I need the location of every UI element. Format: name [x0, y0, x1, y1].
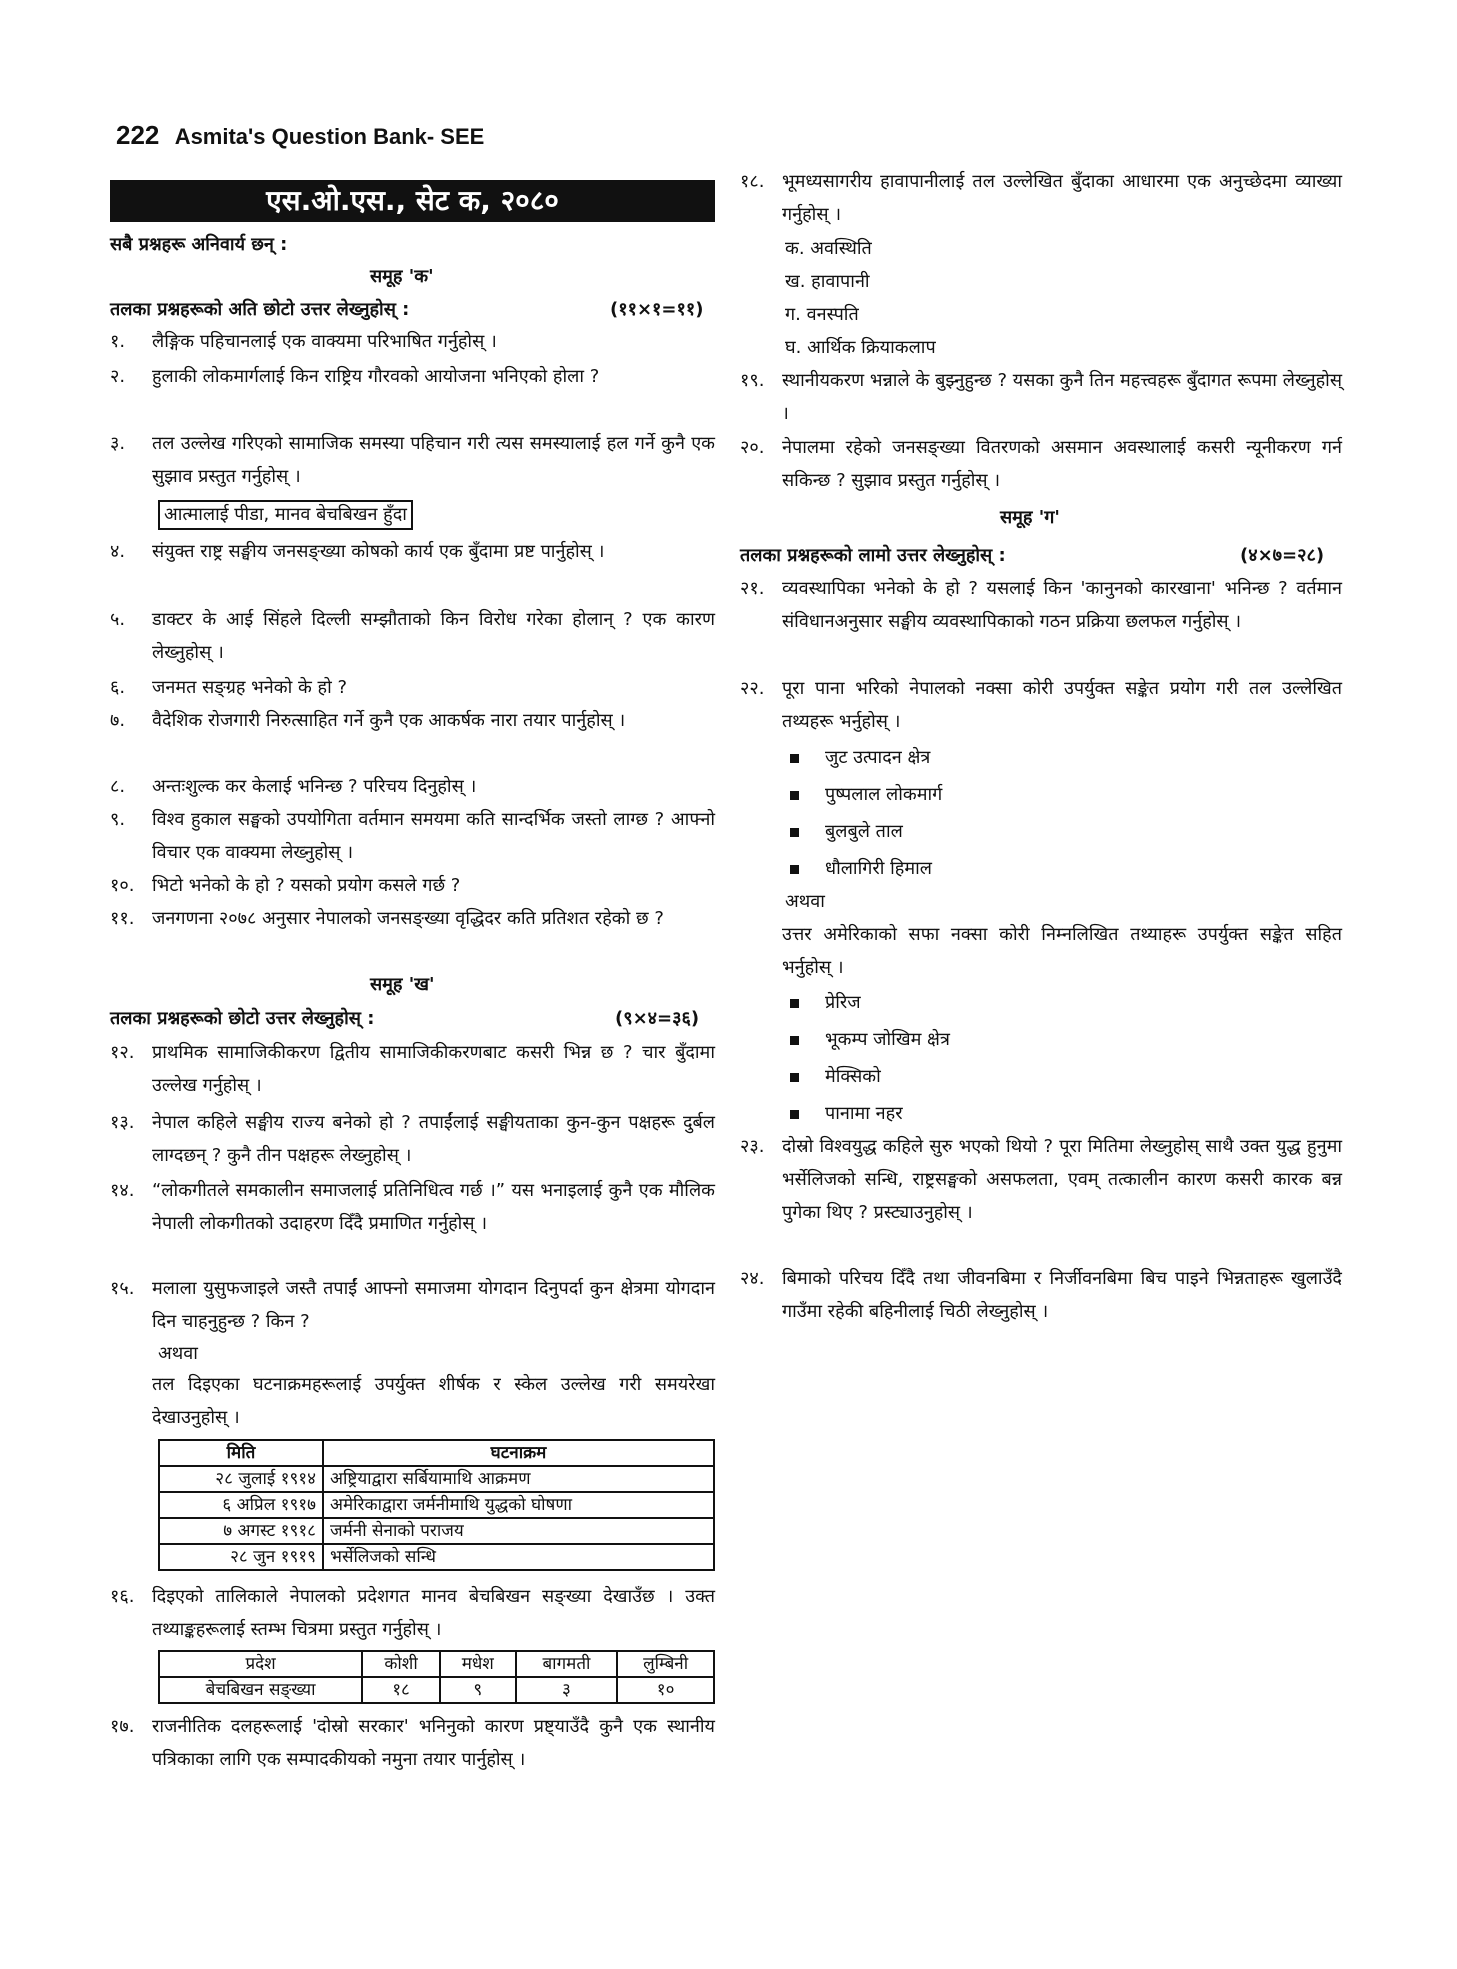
q-text: व्यवस्थापिका भनेको के हो ? यसलाई किन 'कानुनको कारखाना' भनिन्छ ? वर्तमान संविधानअनुसार सङ्घीय व्यवस्थापिकाको गठन प्रक्रिया छलफल गर्नुहोस् ।: [782, 578, 1342, 632]
q-number: २३.: [740, 1136, 765, 1157]
q-number: २२.: [740, 678, 765, 699]
q-text: राजनीतिक दलहरूलाई 'दोस्रो सरकार' भनिनुको कारण प्रष्ट्याउँदै कुनै एक स्थानीय पत्रिकाका लागि एक सम्पादकीयको नमुना तयार पार्नुहोस् ।: [152, 1716, 715, 1770]
question-7: [110, 704, 715, 770]
cell-event: भर्सेलिजको सन्धि: [323, 1544, 714, 1570]
bullet-text: भूकम्प जोखिम क्षेत्र: [825, 1029, 950, 1050]
q-number: १३.: [110, 1112, 135, 1133]
question-16: [110, 1580, 715, 1646]
q-text: हुलाकी लोकमार्गलाई किन राष्ट्रिय गौरवको आयोजना भनिएको होला ?: [152, 366, 600, 387]
bullet-text: जुट उत्पादन क्षेत्र: [825, 747, 931, 768]
q-number: ३.: [110, 433, 126, 454]
table-row: [159, 1544, 714, 1570]
group-ka-title: समूह 'क': [370, 266, 434, 287]
q-number: ८.: [110, 776, 126, 797]
group-ga-title: समूह 'ग': [1000, 507, 1060, 528]
cell-label: बेचबिखन सङ्ख्या: [159, 1677, 362, 1703]
header-madhesh: मधेश: [440, 1651, 516, 1677]
group-ga-instruction: तलका प्रश्नहरूको लामो उत्तर लेख्नुहोस् :: [740, 545, 1006, 566]
q-number: १८.: [740, 171, 765, 192]
question-15: [110, 1272, 715, 1338]
q-number: २४.: [740, 1268, 765, 1289]
group-ka-marks: (११×१=११): [610, 299, 704, 320]
q-text: उत्तर अमेरिकाको सफा नक्सा कोरी निम्नलिखित तथ्याहरू उपर्युक्त सङ्केत सहित भर्नुहोस् ।: [782, 924, 1342, 978]
q-text: दिइएको तालिकाले नेपालको प्रदेशगत मानव बेचबिखन सङ्ख्या देखाउँछ । उक्त तथ्याङ्कहरूलाई स्तम्भ चित्रमा प्रस्तुत गर्नुहोस् ।: [152, 1586, 715, 1640]
table-row: [159, 1677, 714, 1703]
q22-alt-bullet-1: [790, 990, 861, 1014]
bullet-text: प्रेरिज: [825, 992, 861, 1013]
timeline-table: [158, 1439, 715, 1571]
question-6: [110, 671, 715, 704]
question-1: [110, 325, 715, 358]
q-text: बिमाको परिचय दिँदै तथा जीवनबिमा र निर्जीवनबिमा बिच पाइने भिन्नताहरू खुलाउँदै गाउँमा रहेकी बहिनीलाई चिठी लेख्नुहोस् ।: [782, 1268, 1342, 1322]
general-instruction: सबै प्रश्नहरू अनिवार्य छन् :: [110, 234, 288, 255]
trafficking-table: [158, 1650, 715, 1704]
bullet-icon: [790, 754, 799, 763]
question-19: [740, 364, 1342, 430]
q-number: १०.: [110, 875, 135, 896]
q15-or: अथवा: [158, 1343, 198, 1364]
q22-alt-bullet-4: [790, 1101, 903, 1125]
q-text: भूमध्यसागरीय हावापानीलाई तल उल्लेखित बुँदाका आधारमा एक अनुच्छेदमा व्याख्या गर्नुहोस् ।: [782, 171, 1342, 225]
bullet-icon: [790, 1073, 799, 1082]
cell-event: अष्ट्रियाद्वारा सर्बियामाथि आक्रमण: [323, 1466, 714, 1492]
cell-value: १०: [617, 1677, 714, 1703]
question-21: [740, 572, 1342, 671]
cell-value: ३: [516, 1677, 618, 1703]
set-title: एस.ओ.एस., सेट क, २०८०: [110, 180, 715, 222]
q-text: अन्तःशुल्क कर केलाई भनिन्छ ? परिचय दिनुहोस् ।: [152, 776, 477, 797]
header-province: प्रदेश: [159, 1651, 362, 1677]
question-17: [110, 1710, 715, 1809]
question-12: [110, 1036, 715, 1102]
header-date: मिति: [159, 1440, 323, 1466]
q-number: ११.: [110, 908, 135, 929]
q-text: स्थानीयकरण भन्नाले के बुझ्नुहुन्छ ? यसका कुनै तिन महत्त्वहरू बुँदागत रूपमा लेख्नुहोस् ।: [782, 370, 1342, 424]
cell-date: २८ जुलाई १९१४: [159, 1466, 323, 1492]
q-text: नेपाल कहिले सङ्घीय राज्य बनेको हो ? तपाईंलाई सङ्घीयताका कुन-कुन पक्षहरू दुर्बल लाग्दछन् ? कुनै तीन पक्षहरू लेख्नुहोस् ।: [152, 1112, 715, 1166]
q-text: मलाला युसुफजाइले जस्तै तपाईं आफ्नो समाजमा योगदान दिनुपर्दा कुन क्षेत्रमा योगदान दिन चाहनुहुन्छ ? किन ?: [152, 1278, 715, 1332]
bullet-text: बुलबुले ताल: [825, 821, 903, 842]
q-text: दोस्रो विश्वयुद्ध कहिले सुरु भएको थियो ? पूरा मितिमा लेख्नुहोस् साथै उक्त युद्ध हुनुमा भर्सेलिजको सन्धि, राष्ट्रसङ्घको असफलता, एवम् तत्कालीन कारण कसरी कारक बन्न पुगेका थिए ? प्रस्ट्याउनुहोस् ।: [782, 1136, 1342, 1223]
q18-sub-1: क. अवस्थिति: [785, 238, 872, 259]
q-number: २०.: [740, 437, 765, 458]
cell-value: १८: [362, 1677, 440, 1703]
question-20: [740, 431, 1342, 497]
bullet-icon: [790, 1036, 799, 1045]
cell-date: २८ जुन १९१९: [159, 1544, 323, 1570]
header-koshi: कोशी: [362, 1651, 440, 1677]
book-title: Asmita's Question Bank- SEE: [174, 124, 485, 149]
q-text: विश्व हुकाल सङ्घको उपयोगिता वर्तमान समयमा कति सान्दर्भिक जस्तो लाग्छ ? आफ्नो विचार एक वाक्यमा लेख्नुहोस् ।: [152, 809, 715, 863]
q-number: १९.: [740, 370, 765, 391]
q22-bullet-2: [790, 782, 942, 806]
header-lumbini: लुम्बिनी: [617, 1651, 714, 1677]
question-22: [740, 672, 1342, 738]
q22-bullet-3: [790, 819, 903, 843]
group-kha-title: समूह 'ख': [370, 974, 435, 995]
q-text: लैङ्गिक पहिचानलाई एक वाक्यमा परिभाषित गर्नुहोस् ।: [152, 331, 497, 352]
q-number: १.: [110, 331, 126, 352]
q-number: ६.: [110, 677, 126, 698]
q-number: २.: [110, 366, 126, 387]
question-18: [740, 165, 1342, 231]
q-text: पूरा पाना भरिको नेपालको नक्सा कोरी उपर्युक्त सङ्केत प्रयोग गरी तल उल्लेखित तथ्यहरू भर्नुहोस् ।: [782, 678, 1342, 732]
cell-date: ७ अगस्ट १९१८: [159, 1518, 323, 1544]
q-number: १५.: [110, 1278, 135, 1299]
cell-event: जर्मनी सेनाको पराजय: [323, 1518, 714, 1544]
table-header-row: [159, 1440, 714, 1466]
question-2: [110, 360, 715, 426]
q-number: १७.: [110, 1716, 135, 1737]
table-row: [159, 1518, 714, 1544]
q-number: १२.: [110, 1042, 135, 1063]
bullet-icon: [790, 1110, 799, 1119]
q-number: ४.: [110, 541, 126, 562]
group-ka-instruction: तलका प्रश्नहरूको अति छोटो उत्तर लेख्नुहोस् :: [110, 299, 410, 320]
cell-value: ९: [440, 1677, 516, 1703]
q-text: जनगणना २०७८ अनुसार नेपालको जनसङ्ख्या वृद्धिदर कति प्रतिशत रहेको छ ?: [152, 908, 664, 929]
q22-bullet-1: [790, 745, 930, 769]
q-text: वैदेशिक रोजगारी निरुत्साहित गर्ने कुनै एक आकर्षक नारा तयार पार्नुहोस् ।: [152, 710, 626, 731]
question-15-alt: [110, 1368, 715, 1434]
table-header-row: [159, 1651, 714, 1677]
question-11: [110, 902, 715, 968]
q18-sub-3: ग. वनस्पति: [785, 304, 859, 325]
q-number: १४.: [110, 1180, 135, 1201]
page-number: 222: [116, 120, 160, 150]
header-event: घटनाक्रम: [323, 1440, 714, 1466]
question-9: [110, 803, 715, 869]
q22-alt-bullet-3: [790, 1064, 881, 1088]
q-text: भिटो भनेको के हो ? यसको प्रयोग कसले गर्छ ?: [152, 875, 461, 896]
bullet-text: मेक्सिको: [825, 1066, 881, 1087]
q-number: ७.: [110, 710, 126, 731]
question-8: [110, 770, 715, 803]
q-number: ९.: [110, 809, 126, 830]
header-bagmati: बागमती: [516, 1651, 618, 1677]
q-text: तल दिइएका घटनाक्रमहरूलाई उपर्युक्त शीर्षक र स्केल उल्लेख गरी समयरेखा देखाउनुहोस् ।: [152, 1374, 715, 1428]
bullet-icon: [790, 791, 799, 800]
bullet-text: पानामा नहर: [825, 1103, 903, 1124]
question-5: [110, 603, 715, 669]
q-number: ५.: [110, 609, 126, 630]
page-header: [116, 120, 484, 151]
q3-boxed-text: [158, 500, 413, 530]
q-text: डाक्टर के आई सिंहले दिल्ली सम्झौताको किन विरोध गरेका होलान् ? एक कारण लेख्नुहोस् ।: [152, 609, 715, 663]
group-kha-instruction: तलका प्रश्नहरूको छोटो उत्तर लेख्नुहोस् :: [110, 1008, 375, 1029]
q18-sub-4: घ. आर्थिक क्रियाकलाप: [785, 337, 936, 358]
question-23: [740, 1130, 1342, 1262]
q-text: तल उल्लेख गरिएको सामाजिक समस्या पहिचान गरी त्यस समस्यालाई हल गर्ने कुनै एक सुझाव प्रस्तुत गर्नुहोस् ।: [152, 433, 715, 487]
q-text: प्राथमिक सामाजिकीकरण द्वितीय सामाजिकीकरणबाट कसरी भिन्न छ ? चार बुँदामा उल्लेख गर्नुहोस् ।: [152, 1042, 715, 1096]
question-10: [110, 869, 715, 902]
boxed-problem: आत्मालाई पीडा, मानव बेचबिखन हुँदा: [158, 500, 413, 530]
bullet-icon: [790, 865, 799, 874]
group-kha-marks: (९×४=३६): [615, 1008, 700, 1029]
bullet-text: पुष्पलाल लोकमार्ग: [825, 784, 943, 805]
bullet-icon: [790, 828, 799, 837]
q-text: जनमत सङ्ग्रह भनेको के हो ?: [152, 677, 348, 698]
q22-or: अथवा: [785, 891, 825, 912]
q22-alt-bullet-2: [790, 1027, 950, 1051]
question-13: [110, 1106, 715, 1172]
q22-bullet-4: [790, 856, 932, 880]
q-text: संयुक्त राष्ट्र सङ्घीय जनसङ्ख्या कोषको कार्य एक बुँदामा प्रष्ट पार्नुहोस् ।: [152, 541, 605, 562]
q-number: १६.: [110, 1586, 135, 1607]
bullet-text: धौलागिरी हिमाल: [825, 858, 932, 879]
bullet-icon: [790, 999, 799, 1008]
q-number: २१.: [740, 578, 765, 599]
question-22-alt: [740, 918, 1342, 984]
q18-sub-2: ख. हावापानी: [785, 271, 870, 292]
cell-date: ६ अप्रिल १९१७: [159, 1492, 323, 1518]
cell-event: अमेरिकाद्वारा जर्मनीमाथि युद्धको घोषणा: [323, 1492, 714, 1518]
group-ga-marks: (४×७=२८): [1240, 545, 1325, 566]
table-row: [159, 1492, 714, 1518]
question-4: [110, 535, 715, 601]
question-3: [110, 427, 715, 493]
q-text: नेपालमा रहेको जनसङ्ख्या वितरणको असमान अवस्थालाई कसरी न्यूनीकरण गर्न सकिन्छ ? सुझाव प्रस्तुत गर्नुहोस् ।: [782, 437, 1342, 491]
q-text: “लोकगीतले समकालीन समाजलाई प्रतिनिधित्व गर्छ ।” यस भनाइलाई कुनै एक मौलिक नेपाली लोकगीतको उदाहरण दिँदै प्रमाणित गर्नुहोस् ।: [152, 1180, 715, 1234]
question-14: [110, 1174, 715, 1273]
question-24: [740, 1262, 1342, 1328]
table-row: [159, 1466, 714, 1492]
